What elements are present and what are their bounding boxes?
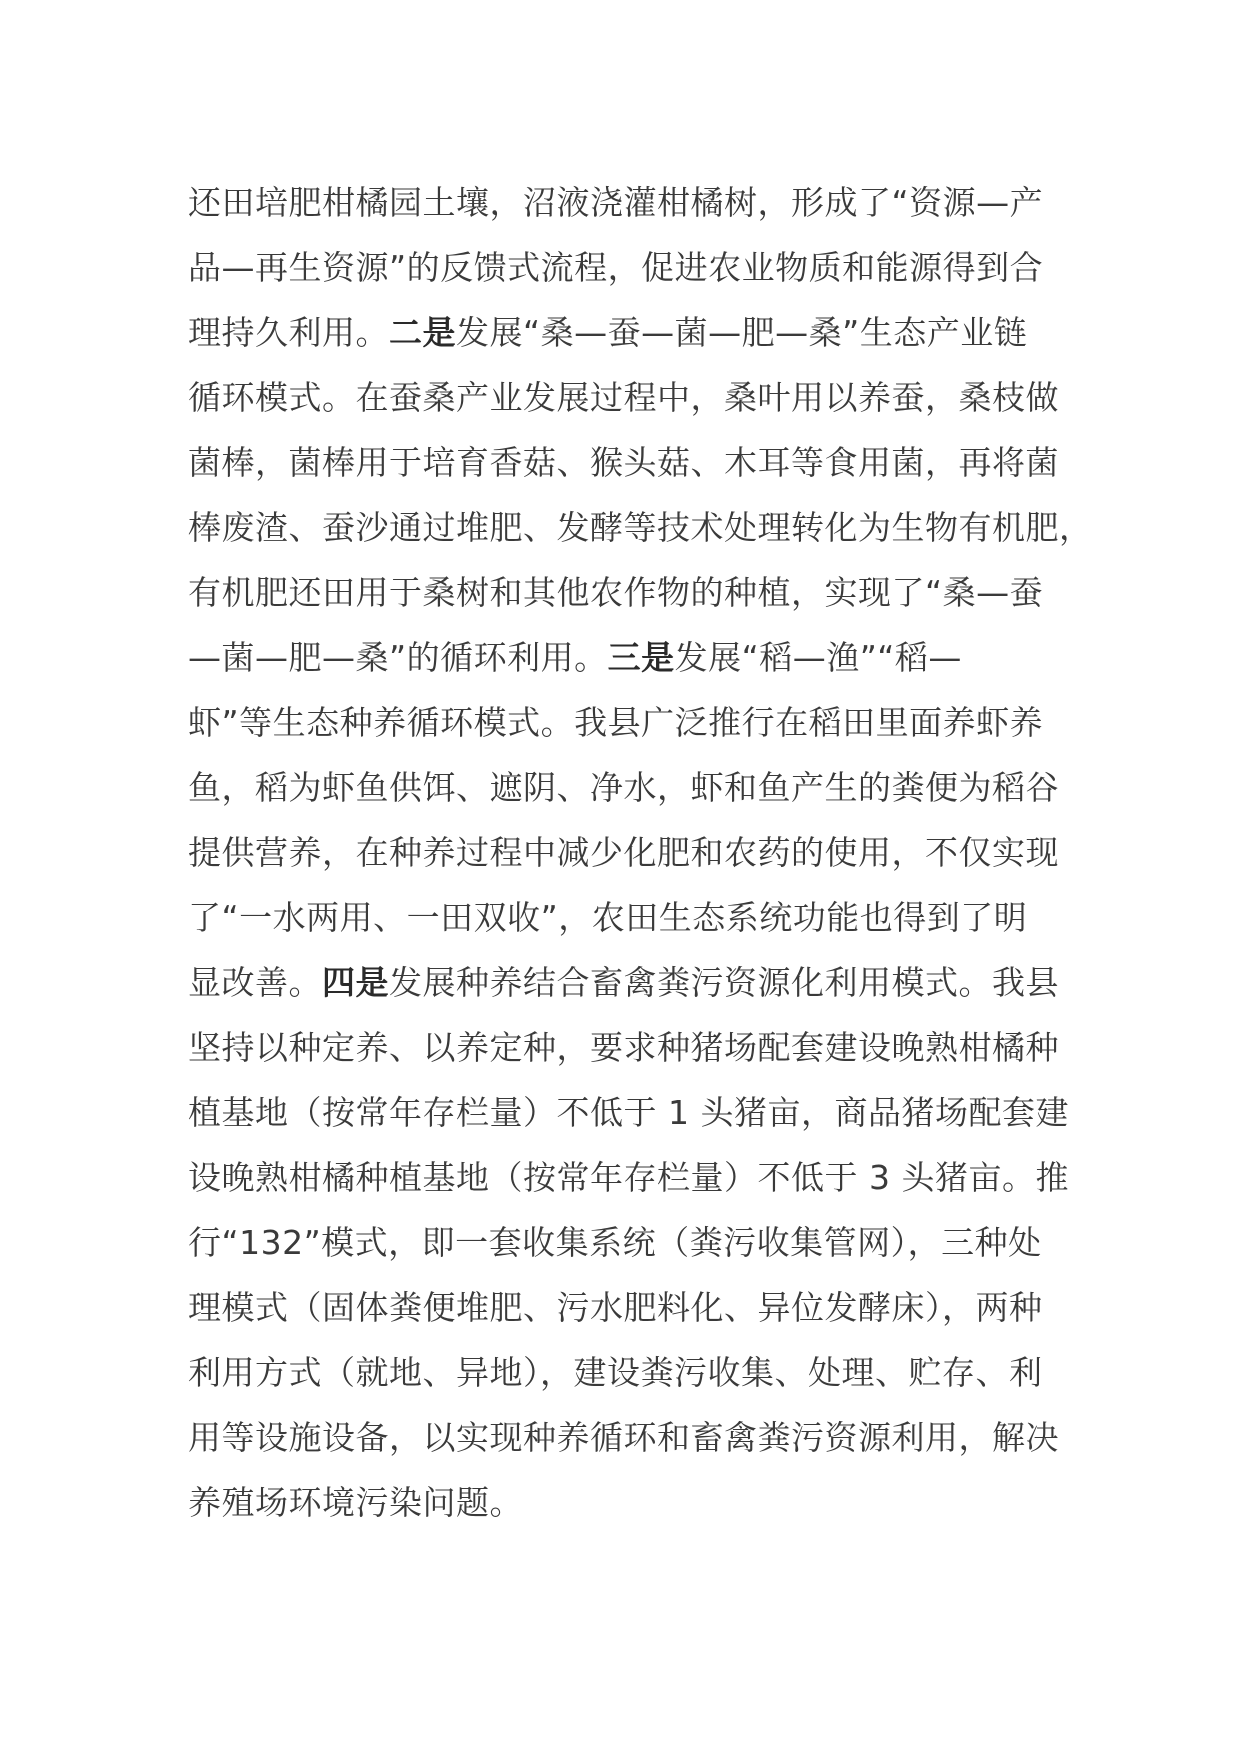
text-run: 还田培肥柑橘园土壤，沼液浇灌柑橘树，形成了“资源—产 (188, 183, 1044, 222)
text-run: 鱼，稻为虾鱼供饵、遮阴、净水，虾和鱼产生的粪便为稻谷 (188, 768, 1059, 807)
text-line (188, 1210, 1088, 1275)
text-run: 利用方式（就地、异地），建设粪污收集、处理、贮存、利 (188, 1353, 1043, 1392)
text-run: 理模式（固体粪便堆肥、污水肥料化、异位发酵床），两种 (188, 1288, 1043, 1327)
text-line (188, 950, 1088, 1015)
text-line (188, 1470, 1088, 1535)
text-run: 发展“桑—蚕—菌—肥—桑”生态产业链 (456, 313, 1028, 352)
text-line (188, 1145, 1088, 1210)
text-line (188, 365, 1088, 430)
text-line (188, 690, 1088, 755)
text-run: 发展“稻—渔”“稻— (674, 638, 962, 677)
text-line (188, 300, 1088, 365)
text-run: 显改善。 (188, 963, 322, 1002)
bold-lead-phrase: 三是 (607, 638, 675, 677)
text-line (188, 1015, 1088, 1080)
text-run: 提供营养，在种养过程中减少化肥和农药的使用，不仅实现 (188, 833, 1059, 872)
text-line (188, 1080, 1088, 1145)
text-run: 棒废渣、蚕沙通过堆肥、发酵等技术处理转化为生物有机肥， (188, 508, 1093, 547)
text-run: 循环模式。在蚕桑产业发展过程中，桑叶用以养蚕，桑枝做 (188, 378, 1059, 417)
text-run: 坚持以种定养、以养定种，要求种猪场配套建设晚熟柑橘种 (188, 1028, 1059, 1067)
text-line (188, 560, 1088, 625)
bold-lead-phrase: 四是 (322, 963, 389, 1002)
text-run: 养殖场环境污染问题。 (188, 1483, 523, 1522)
text-run: 有机肥还田用于桑树和其他农作物的种植，实现了“桑—蚕 (188, 573, 1044, 612)
text-line (188, 235, 1088, 300)
text-run: —菌—肥—桑”的循环利用。 (188, 638, 608, 677)
text-line (188, 625, 1088, 690)
text-line (188, 495, 1093, 560)
text-line (188, 1275, 1088, 1340)
text-line (188, 755, 1088, 820)
text-run: 虾”等生态种养循环模式。我县广泛推行在稻田里面养虾养 (188, 703, 1044, 742)
text-run: 行“132”模式，即一套收集系统（粪污收集管网），三种处 (188, 1223, 1042, 1262)
text-run: 品—再生资源”的反馈式流程，促进农业物质和能源得到合 (188, 248, 1044, 287)
text-line (188, 820, 1088, 885)
text-line (188, 885, 1088, 950)
text-run: 用等设施设备，以实现种养循环和畜禽粪污资源利用，解决 (188, 1418, 1059, 1457)
text-line (188, 170, 1088, 235)
text-run: 植基地（按常年存栏量）不低于 1 头猪亩，商品猪场配套建 (188, 1093, 1069, 1132)
text-run: 菌棒，菌棒用于培育香菇、猴头菇、木耳等食用菌，再将菌 (188, 443, 1059, 482)
body-paragraph (188, 170, 1093, 1535)
text-line (188, 1405, 1088, 1470)
bold-lead-phrase: 二是 (389, 313, 456, 352)
text-run: 理持久利用。 (188, 313, 389, 352)
text-line (188, 430, 1088, 495)
text-run: 了“一水两用、一田双收”，农田生态系统功能也得到了明 (188, 898, 1028, 937)
text-line (188, 1340, 1088, 1405)
text-run: 发展种养结合畜禽粪污资源化利用模式。我县 (389, 963, 1059, 1002)
text-run: 设晚熟柑橘种植基地（按常年存栏量）不低于 3 头猪亩。推 (188, 1158, 1069, 1197)
